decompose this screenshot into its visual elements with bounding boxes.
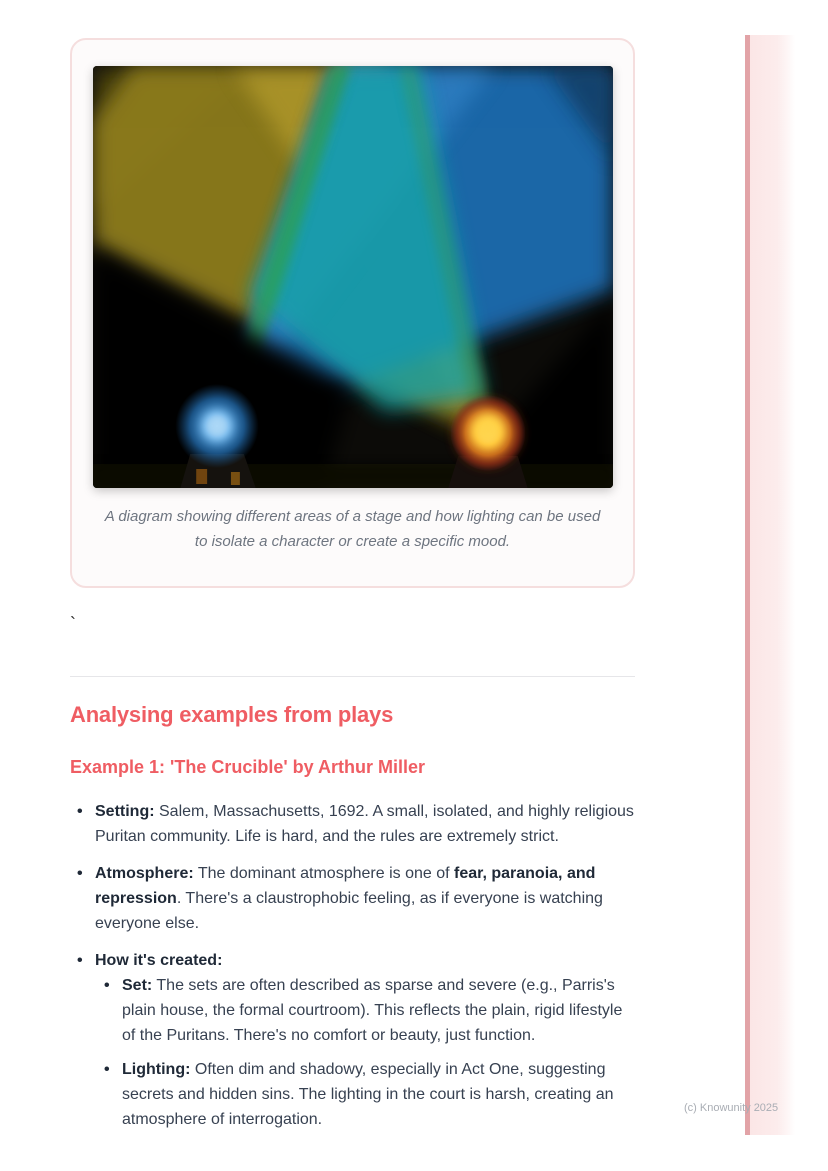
item-text: Often dim and shadowy, especially in Act One, suggesting secrets and hidden sins. The lighting in the court is harsh, creating an atmosphere of interrogation.: [122, 1061, 614, 1128]
section-heading: Analysing examples from plays: [70, 702, 394, 727]
list-item-set: [97, 973, 636, 1048]
list-item-how-created: [70, 948, 636, 1132]
item-bold-phrase: fear, paranoia, and repression: [95, 865, 596, 907]
item-label: Lighting:: [122, 1061, 191, 1078]
list-item-atmosphere: [70, 861, 636, 936]
figure-card: [70, 38, 635, 588]
bullet-icon: •: [104, 1061, 110, 1078]
list-item-setting: [70, 799, 636, 849]
item-text: The sets are often described as sparse and severe (e.g., Parris's plain house, the formal courtroom). This reflects the plain, rigid lifestyle of the Puritans. There's no comfort or beauty, just function.: [122, 977, 623, 1044]
item-label: Setting:: [95, 803, 155, 820]
bullet-icon: •: [104, 977, 110, 994]
section-subheading: Example 1: 'The Crucible' by Arthur Miller: [70, 757, 425, 777]
item-text: The dominant atmosphere is one of: [193, 865, 454, 882]
bullet-list: [70, 799, 636, 1132]
side-accent-band: [745, 35, 795, 1135]
item-label: Atmosphere:: [95, 865, 194, 882]
bullet-icon: •: [77, 952, 83, 969]
list: [70, 799, 636, 1132]
item-label: How it's created:: [95, 952, 223, 969]
item-text: . There's a claustrophobic feeling, as if everyone is watching everyone else.: [95, 890, 603, 932]
section-divider: [70, 676, 635, 677]
list-item-lighting: [97, 1057, 636, 1132]
watermark: (c) Knowunity 2025: [684, 1102, 779, 1114]
bullet-icon: •: [77, 865, 83, 882]
item-label: Set:: [122, 977, 153, 994]
figure-caption: A diagram showing different areas of a stage and how lighting can be used to isolate a character or create a specific mood.: [104, 508, 601, 550]
stage-lighting-image: [93, 66, 613, 488]
nested-list: [95, 973, 636, 1132]
bullet-icon: •: [77, 803, 83, 820]
item-text: Salem, Massachusetts, 1692. A small, isolated, and highly religious Puritan community. Life is hard, and the rules are extremely strict.: [95, 803, 634, 845]
stage-spotlights-photo: [93, 66, 613, 488]
stray-backtick: `: [70, 614, 76, 634]
